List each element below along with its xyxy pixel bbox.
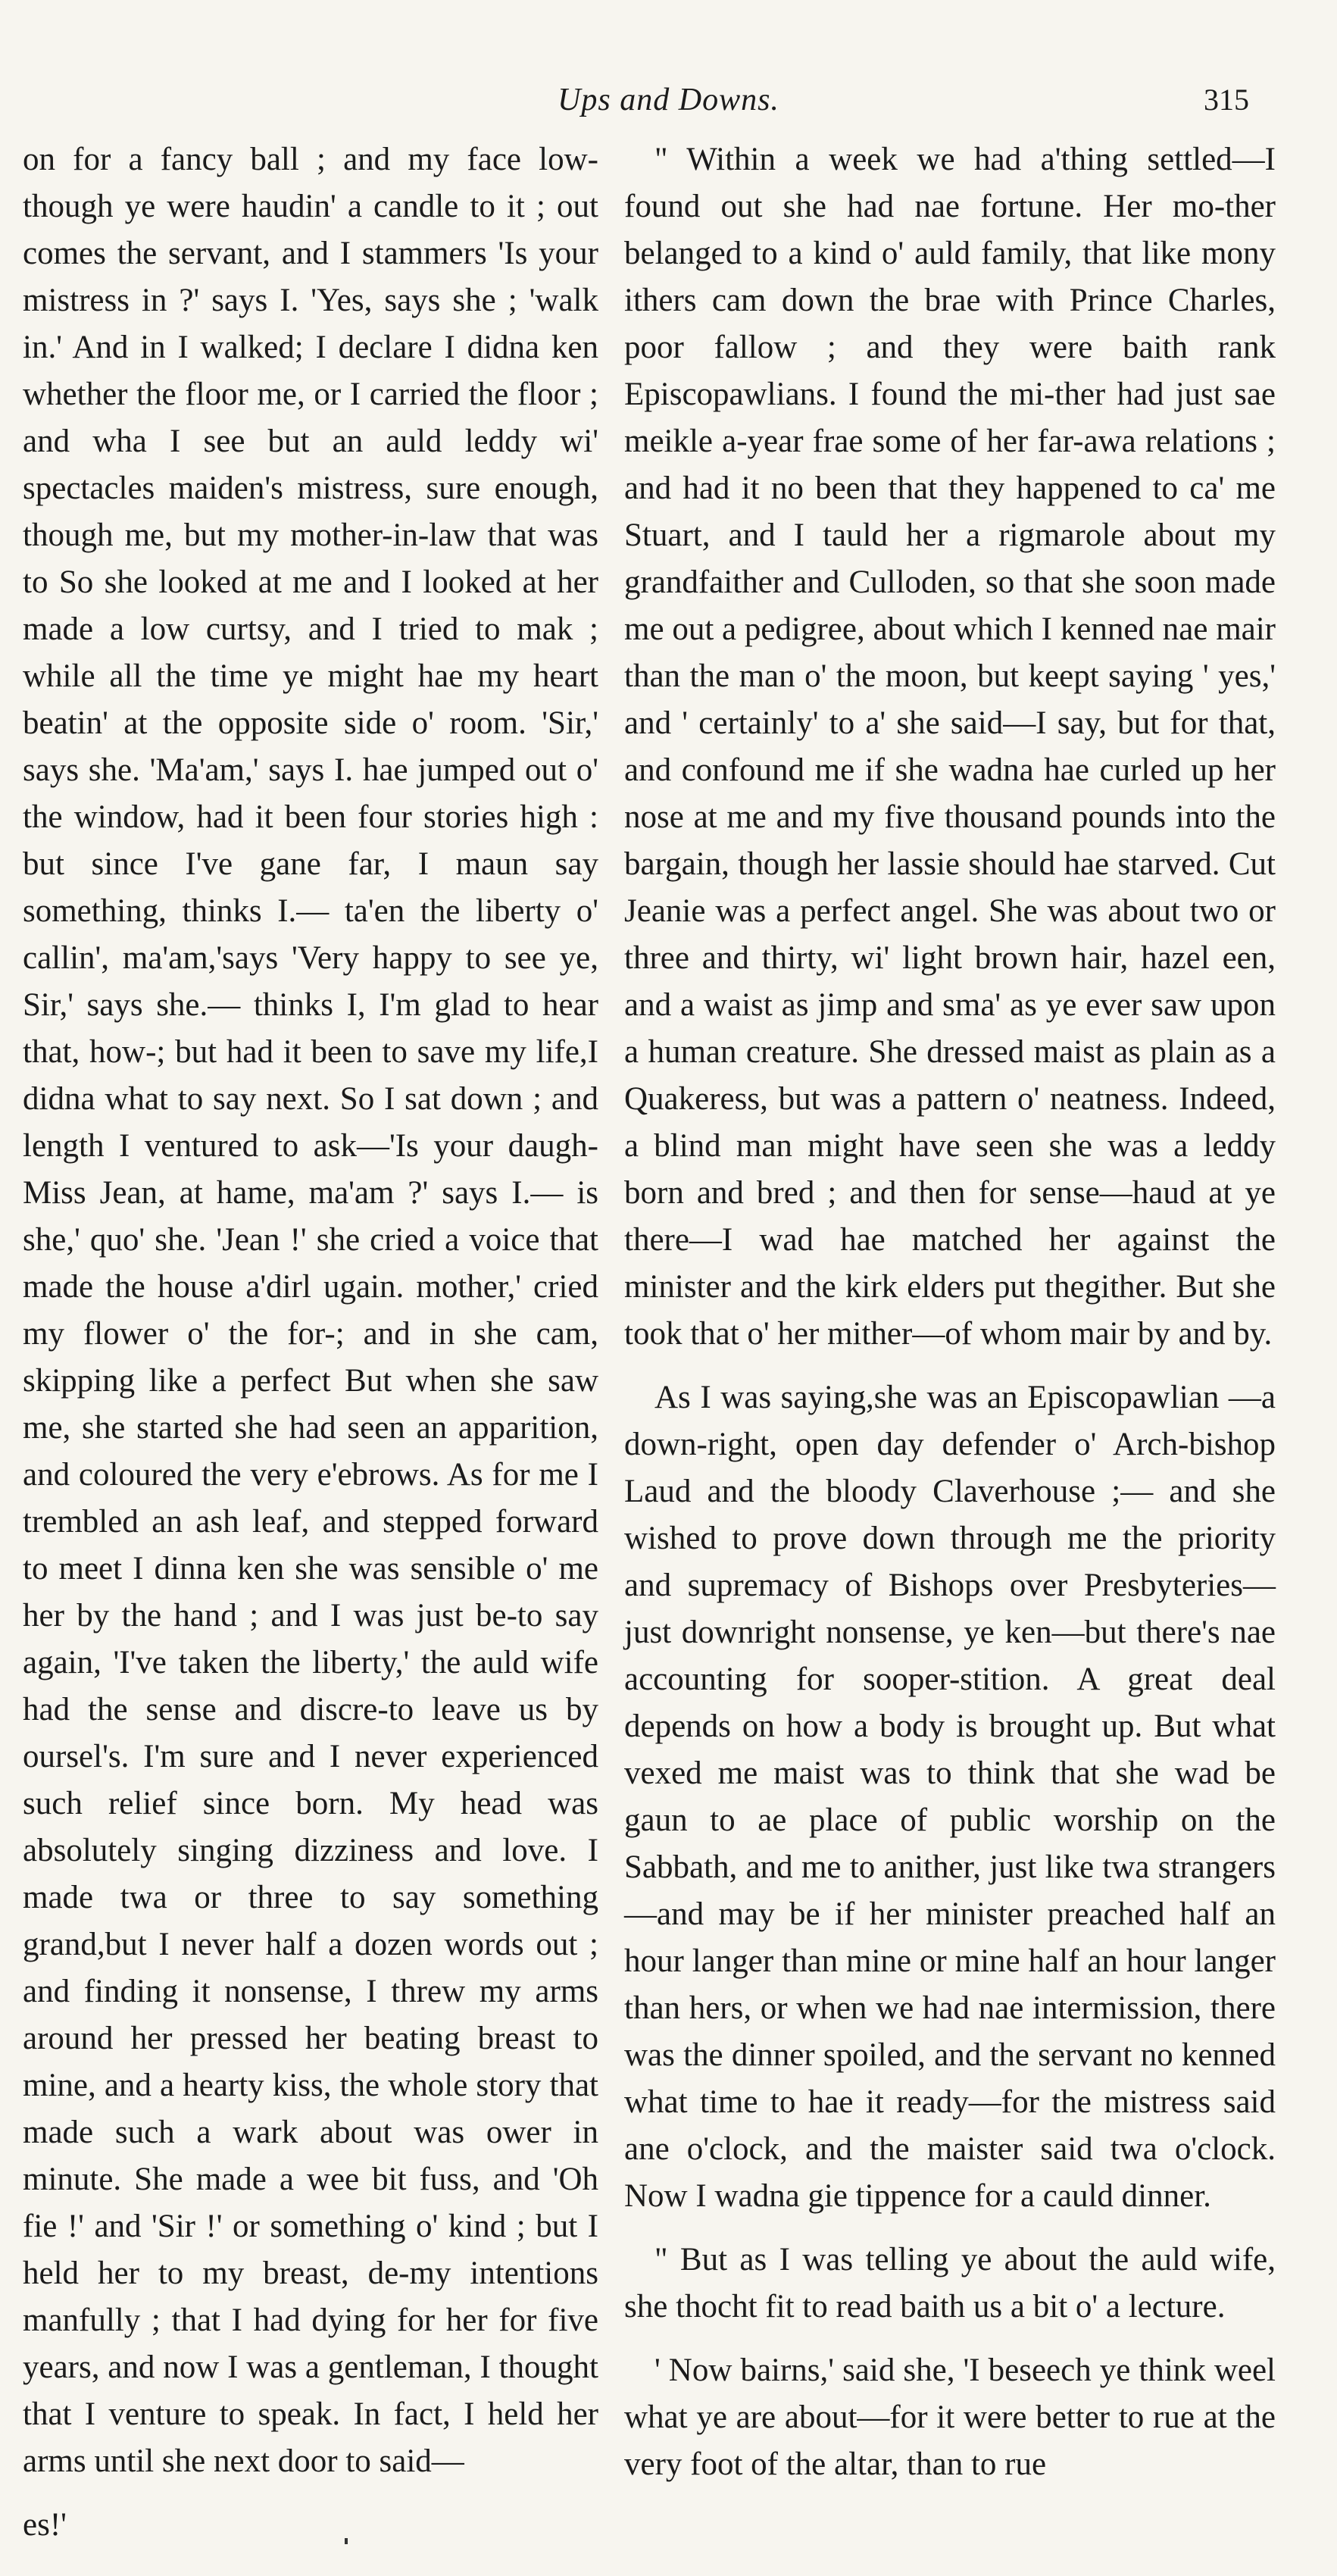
right-paragraph-1: " Within a week we had a'thing settled—I found out she had nae fortune. Her mo-ther belanged to a kind o' auld family, that like mony ithers cam down the brae with Prince Charles, poor fallow ; and they were baith rank Episcopawlians. I found the mi-ther had just sae meikle a-year frae some of her far-awa relations ; and had it no been that they happened to ca' me Stuart, and I tauld her a rigmarole about my grandfaither and Culloden, so that she soon made me out a pedigree, about which I kenned nae mair than the man o' the moon, but keept saying ' yes,' and ' certainly' to a' she said—I say, but for that, and confound me if she wadna hae curled up her nose at me and my five thousand pounds into the bargain, though her lassie should hae starved. Cut Jeanie was a perfect angel. She was about two or three and thirty, wi' light brown hair, hazel een, and a waist as jimp and sma' as ye ever saw upon a human creature. She dressed maist as plain as a Quakeress, but was a pattern o' neatness. Indeed, a blind man might have seen she was a leddy born and bred ; and then for sense—haud at ye there—I wad hae matched her against the minister and the kirk elders put thegither. But she took that o' her mither—of whom mair by and by.: [624, 142, 1276, 1352]
right-paragraph-3: " But as I was telling ye about the auld wife, she thocht fit to read baith us a bit o' a lecture.: [624, 2242, 1276, 2324]
left-column: [23, 136, 598, 2543]
page-header: [0, 82, 1337, 127]
right-column: [624, 136, 1276, 2500]
left-column-tail: es!': [23, 2507, 67, 2543]
print-mark: [345, 2538, 348, 2544]
right-paragraph-4: ' Now bairns,' said she, 'I beseech ye think weel what ye are about—for it were better to rue at the very foot of the altar, than to rue: [624, 2352, 1276, 2482]
page-number: 315: [1204, 83, 1249, 117]
right-paragraph-2: As I was saying,she was an Episcopawlian —a down-right, open day defender o' Arch-bishop Laud and the bloody Claverhouse ;— and she wished to prove down through me the priority and supremacy of Bishops over Presbyteries—just downright nonsense, ye ken—but there's nae accounting for sooper-stition. A great deal depends on how a body is brought up. But what vexed me maist was to think that she wad be gaun to ae place of public worship on the Sabbath, and me to anither, just like twa strangers—and may be if her minister preached half an hour langer than mine or mine half an hour langer than hers, or when we had nae intermission, there was the dinner spoiled, and the servant no kenned what time to hae it ready—for the mistress said ane o'clock, and the maister said twa o'clock. Now I wadna gie tippence for a cauld dinner.: [624, 1380, 1276, 2214]
left-paragraph-1: on for a fancy ball ; and my face low-though ye were haudin' a candle to it ; out comes the servant, and I stammers 'Is your mistress in ?' says I. 'Yes, says she ; 'walk in.' And in I walked; I declare I didna ken whether the floor me, or I carried the floor ; and wha I see but an auld leddy wi' spectacles maiden's mistress, sure enough, though me, but my mother-in-law that was to So she looked at me and I looked at her made a low curtsy, and I tried to mak ; while all the time ye might hae my heart beatin' at the opposite side o' room. 'Sir,' says she. 'Ma'am,' says I. hae jumped out o' the window, had it been four stories high : but since I've gane far, I maun say something, thinks I.— ta'en the liberty o' callin', ma'am,'says 'Very happy to see ye, Sir,' says she.— thinks I, I'm glad to hear that, how-; but had it been to save my life,I didna what to say next. So I sat down ; and length I ventured to ask—'Is your daugh-Miss Jean, at hame, ma'am ?' says I.— is she,' quo' she. 'Jean !' she cried a voice that made the house a'dirl ugain. mother,' cried my flower o' the for-; and in she cam, skipping like a perfect But when she saw me, she started she had seen an apparition, and coloured the very e'ebrows. As for me I trembled an ash leaf, and stepped forward to meet I dinna ken she was sensible o' me her by the hand ; and I was just be-to say again, 'I've taken the liberty,' the auld wife had the sense and discre-to leave us by oursel's. I'm sure and I never experienced such relief since born. My head was absolutely singing dizziness and love. I made twa or three to say something grand,but I never half a dozen words out ; and finding it nonsense, I threw my arms around her pressed her beating breast to mine, and a hearty kiss, the whole story that made such a wark about was ower in minute. She made a wee bit fuss, and 'Oh fie !' and 'Sir !' or something o' kind ; but I held her to my breast, de-my intentions manfully ; that I had dying for her for five years, and now I was a gentleman, I thought that I venture to speak. In fact, I held her arms until she next door to said—: [23, 142, 598, 2479]
running-title: Ups and Downs.: [558, 83, 779, 117]
